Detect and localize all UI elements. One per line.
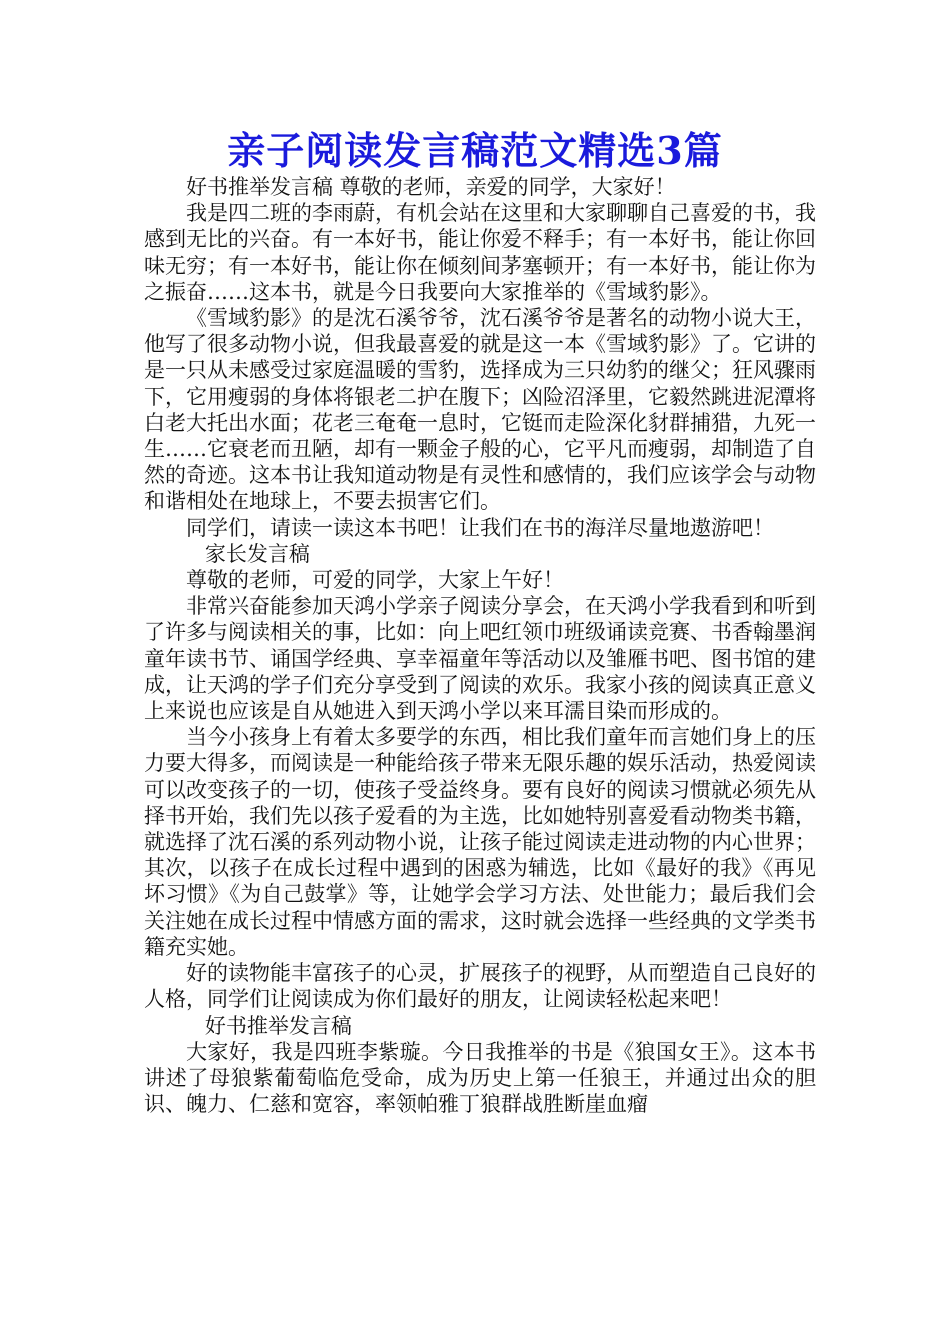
paragraph: 好的读物能丰富孩子的心灵，扩展孩子的视野，从而塑造自己良好的人格，同学们让阅读成为你们最好的朋友，让阅读轻松起来吧！ <box>144 961 816 1012</box>
document-title: 亲子阅读发言稿范文精选3篇 <box>227 128 723 173</box>
paragraph: 当今小孩身上有着太多要学的东西，相比我们童年而言她们身上的压力要大得多，而阅读是一种能给孩子带来无限乐趣的娱乐活动，热爱阅读可以改变孩子的一切，使孩子受益终身。要有良好的阅读习惯就必须先从择书开始，我们先以孩子爱看的为主选，比如她特别喜爱看动物类书籍，就选择了沈石溪的系列动物小说，让孩子能过阅读走进动物的内心世界；其次，以孩子在成长过程中遇到的困惑为辅选，比如《最好的我》《再见坏习惯》《为自己鼓掌》等，让她学会学习方法、处世能力；最后我们会关注她在成长过程中情感方面的需求，这时就会选择一些经典的文学类书籍充实她。 <box>144 725 816 959</box>
paragraph: 非常兴奋能参加天鸿小学亲子阅读分享会，在天鸿小学我看到和听到了许多与阅读相关的事，比如：向上吧红领巾班级诵读竞赛、书香翰墨润童年读书节、诵国学经典、享幸福童年等活动以及雏雁书吧、图书馆的建成，让天鸿的学子们充分享受到了阅读的欢乐。我家小孩的阅读真正意义上来说也应该是自从她进入到天鸿小学以来耳濡目染而形成的。 <box>144 594 816 724</box>
paragraph: 同学们，请读一读这本书吧！让我们在书的海洋尽量地遨游吧！ <box>186 515 774 540</box>
paragraph: 我是四二班的李雨蔚，有机会站在这里和大家聊聊自己喜爱的书，我感到无比的兴奋。有一本好书，能让你爱不释手；有一本好书，能让你回味无穷；有一本好书，能让你在倾刻间茅塞顿开；有一本好书，能让你为之振奋……这本书，就是今日我要向大家推举的《雪域豹影》。 <box>144 201 816 304</box>
paragraph: 《雪域豹影》的是沈石溪爷爷，沈石溪爷爷是著名的动物小说大王，他写了很多动物小说，但我最喜爱的就是这一本《雪域豹影》了。它讲的是一只从未感受过家庭温暖的雪豹，选择成为三只幼豹的继父；狂风骤雨下，它用瘦弱的身体将银老二护在腹下；凶险沼泽里，它毅然跳进泥潭将白老大托出水面；花老三奄奄一息时，它铤而走险深化豺群捕猎，九死一生……它衰老而丑陋，却有一颗金子般的心，它平凡而瘦弱，却制造了自然的奇迹。这本书让我知道动物是有灵性和感情的，我们应该学会与动物和谐相处在地球上，不要去损害它们。 <box>144 306 816 514</box>
section-heading-book-recommendation: 好书推举发言稿 <box>204 1013 352 1038</box>
document-body <box>144 174 816 1117</box>
paragraph-greeting-1: 好书推举发言稿 尊敬的老师，亲爱的同学，大家好！ <box>186 175 676 199</box>
paragraph-greeting-2: 尊敬的老师，可爱的同学，大家上午好！ <box>186 568 564 593</box>
section-heading-parent-speech: 家长发言稿 <box>204 541 310 566</box>
paragraph: 大家好，我是四班李紫璇。今日我推举的书是《狼国女王》。这本书讲述了母狼紫葡萄临危受命，成为历史上第一任狼王，并通过出众的胆识、魄力、仁慈和宽容，率领帕雅丁狼群战胜断崖血瘤 <box>144 1039 816 1117</box>
